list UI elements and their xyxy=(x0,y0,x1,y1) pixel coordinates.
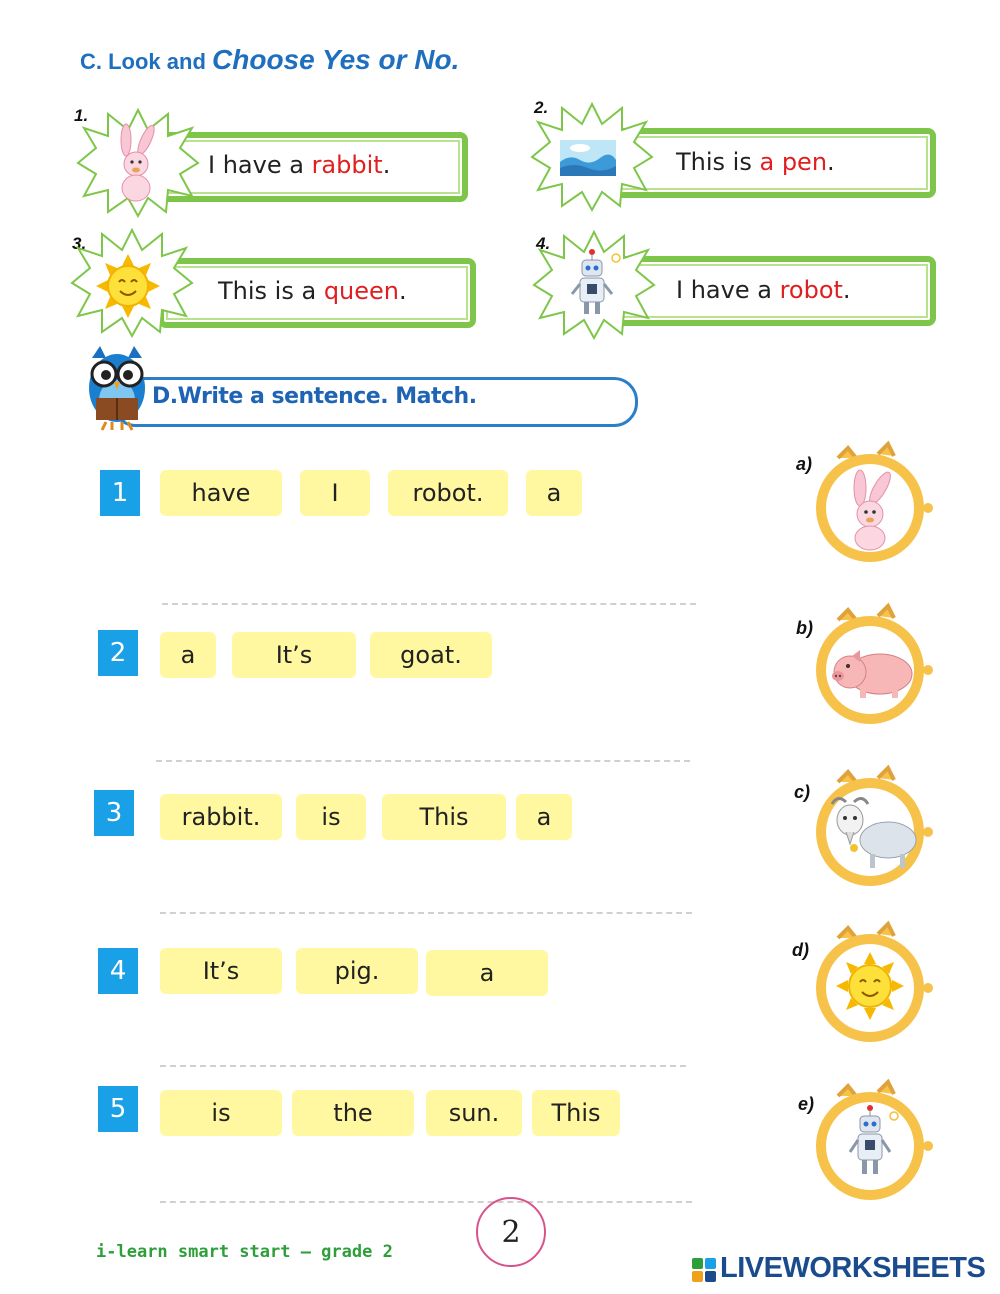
row-4-word-2[interactable]: pig. xyxy=(296,948,418,994)
picture-e-label: e) xyxy=(798,1094,815,1114)
section-c-title-small: C. Look and xyxy=(80,49,206,74)
row-2-number: 2 xyxy=(98,630,138,676)
item-4-post: . xyxy=(842,276,851,304)
row-2-word-1[interactable]: a xyxy=(160,632,216,678)
item-2-number: 2. xyxy=(534,98,549,117)
section-c-title xyxy=(80,44,459,76)
book-name: i-learn smart start – grade 2 xyxy=(96,1242,393,1262)
item-3-sentence xyxy=(218,277,407,305)
liveworksheets-logo-icon xyxy=(692,1258,716,1282)
row-1-word-1[interactable]: have xyxy=(160,470,282,516)
row-1-answer-line[interactable] xyxy=(162,603,696,605)
item-1-post: . xyxy=(382,151,391,179)
owl-icon xyxy=(84,344,150,434)
row-3-number: 3 xyxy=(94,790,134,836)
picture-d[interactable] xyxy=(808,926,938,1046)
row-2-word-3[interactable]: goat. xyxy=(370,632,492,678)
row-1-word-2[interactable]: I xyxy=(300,470,370,516)
item-1-red: rabbit xyxy=(311,151,383,179)
item-3-pre: This is a xyxy=(218,277,324,305)
picture-b-label: b) xyxy=(796,618,813,638)
row-5-word-2[interactable]: the xyxy=(292,1090,414,1136)
row-1-word-3[interactable]: robot. xyxy=(388,470,508,516)
item-3-post: . xyxy=(399,277,407,305)
picture-e[interactable] xyxy=(808,1084,938,1204)
sea-icon xyxy=(560,140,616,176)
row-3-word-2[interactable]: is xyxy=(296,794,366,840)
row-3-word-3[interactable]: This xyxy=(382,794,506,840)
section-d-title: D.Write a sentence. Match. xyxy=(152,384,477,409)
row-5-word-3[interactable]: sun. xyxy=(426,1090,522,1136)
row-2-word-2[interactable]: It’s xyxy=(232,632,356,678)
row-3-answer-line[interactable] xyxy=(160,912,692,914)
item-2-red: a pen xyxy=(759,148,828,176)
section-c-title-big: Choose Yes or No. xyxy=(212,44,460,75)
item-1-sentence xyxy=(208,151,390,179)
row-5-word-4[interactable]: This xyxy=(532,1090,620,1136)
row-4-number: 4 xyxy=(98,948,138,994)
row-5-answer-line[interactable] xyxy=(160,1201,692,1203)
item-2-star-frame xyxy=(530,102,654,212)
picture-b[interactable] xyxy=(808,608,938,728)
picture-a-label: a) xyxy=(796,454,813,474)
sun-icon xyxy=(836,952,904,1020)
picture-c[interactable] xyxy=(808,770,938,890)
item-3-red: queen xyxy=(323,277,399,305)
row-2-answer-line[interactable] xyxy=(156,760,690,762)
item-4-pre: I have a xyxy=(676,276,780,304)
item-2-post: . xyxy=(827,148,835,176)
item-4-number: 4. xyxy=(536,234,551,253)
item-1-number: 1. xyxy=(74,106,89,125)
picture-a[interactable] xyxy=(808,446,938,566)
picture-d-label: d) xyxy=(792,940,809,960)
item-3-star-frame xyxy=(70,228,194,338)
item-4-red: robot xyxy=(779,276,843,304)
item-1-pre: I have a xyxy=(208,151,312,179)
picture-c-label: c) xyxy=(794,782,811,802)
row-1-word-4[interactable]: a xyxy=(526,470,582,516)
row-1-number: 1 xyxy=(100,470,140,516)
item-1-star-frame xyxy=(76,108,200,218)
row-4-word-3[interactable]: a xyxy=(426,950,548,996)
row-5-word-1[interactable]: is xyxy=(160,1090,282,1136)
page-number: 2 xyxy=(476,1197,546,1267)
brand-name: LIVEWORKSHEETS xyxy=(720,1252,986,1284)
item-2-pre: This is xyxy=(676,148,760,176)
row-3-word-1[interactable]: rabbit. xyxy=(160,794,282,840)
item-4-sentence xyxy=(676,276,851,304)
row-3-word-4[interactable]: a xyxy=(516,794,572,840)
row-4-word-1[interactable]: It’s xyxy=(160,948,282,994)
item-4-star-frame xyxy=(532,230,656,340)
row-5-number: 5 xyxy=(98,1086,138,1132)
row-4-answer-line[interactable] xyxy=(160,1065,686,1067)
item-2-sentence xyxy=(676,148,835,176)
item-3-number: 3. xyxy=(72,234,87,253)
sun-icon xyxy=(96,254,160,318)
